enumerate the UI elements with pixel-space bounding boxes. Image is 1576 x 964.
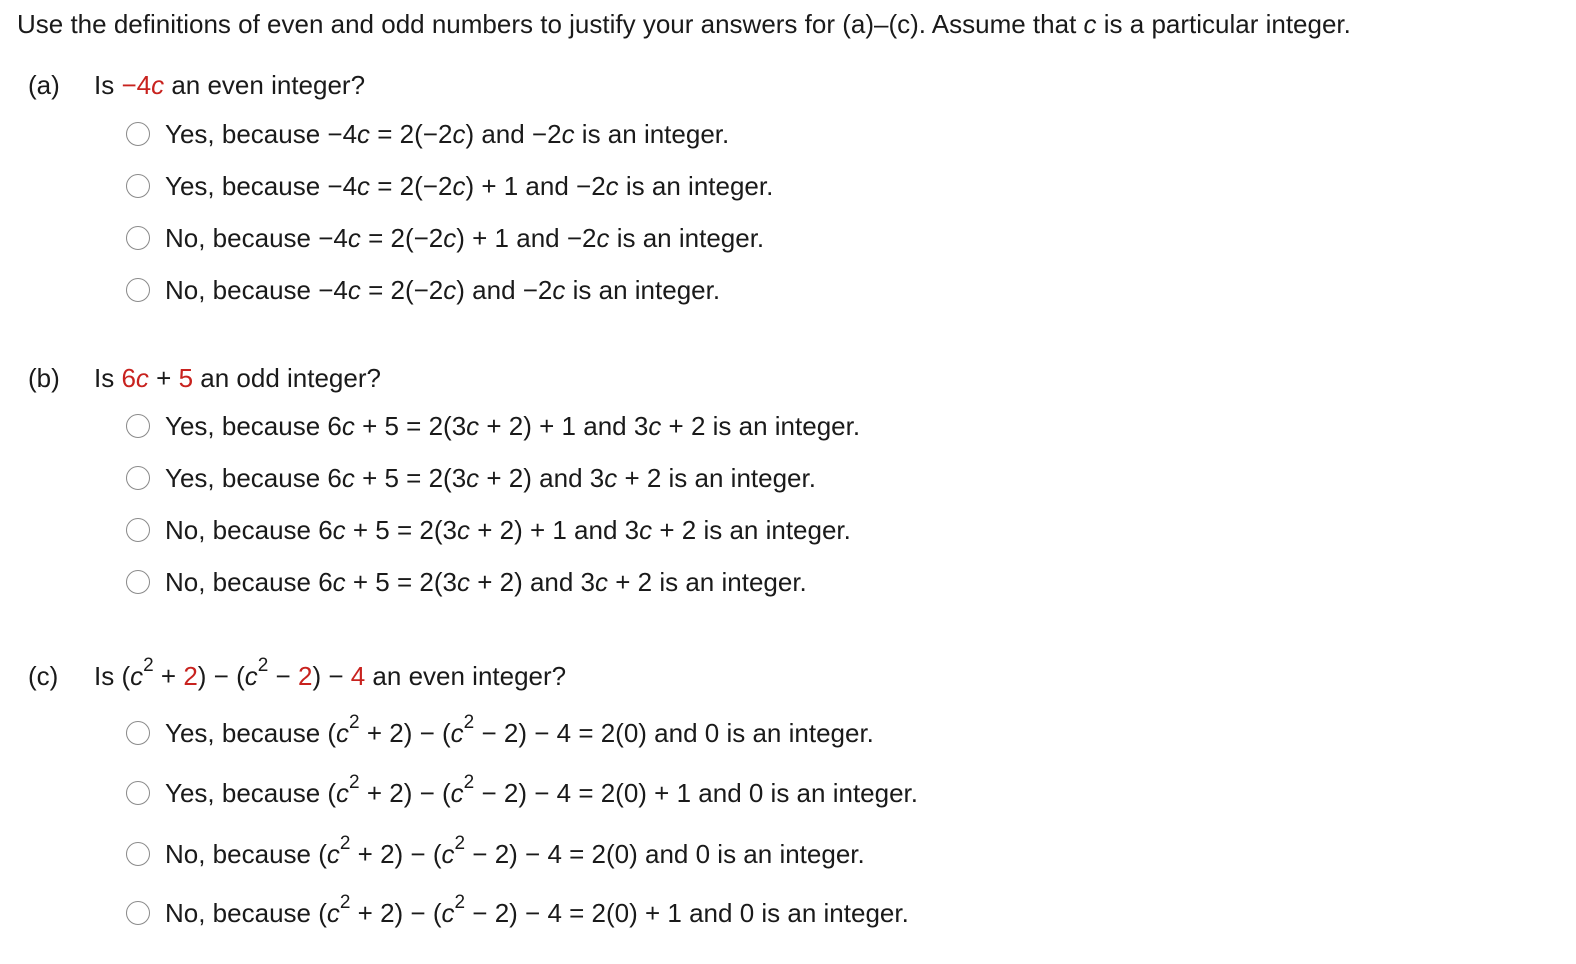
radio-button[interactable] (126, 174, 150, 198)
instructions: Use the definitions of even and odd numbers to justify your answers for (a)–(c). Assume that c is a particular integer. (17, 9, 1351, 39)
radio-button[interactable] (126, 570, 150, 594)
part-c-option-2[interactable] (126, 772, 918, 811)
part-a-option-2[interactable] (126, 168, 773, 204)
part-c-option-4[interactable] (126, 892, 909, 931)
option-label: Yes, because 6c + 5 = 2(3c + 2) and 3c + 2 is an integer. (165, 463, 816, 493)
radio-button[interactable] (126, 842, 150, 866)
part-a-option-1[interactable] (126, 116, 729, 152)
radio-button[interactable] (126, 518, 150, 542)
option-label: No, because 6c + 5 = 2(3c + 2) + 1 and 3c + 2 is an integer. (165, 515, 851, 545)
part-b-label: (b) (28, 363, 60, 393)
option-label: Yes, because −4c = 2(−2c) and −2c is an integer. (165, 119, 730, 149)
option-label: No, because −4c = 2(−2c) and −2c is an integer. (165, 275, 721, 305)
part-c-question: Is $(c^2 + 2) - (c^2 - 2) - 4$ an even integer? (94, 655, 567, 691)
radio-button[interactable] (126, 781, 150, 805)
part-b-option-3[interactable] (126, 512, 851, 548)
option-label: Yes, because 6c + 5 = 2(3c + 2) + 1 and 3c + 2 is an integer. (165, 411, 861, 441)
radio-button[interactable] (126, 226, 150, 250)
option-label: Yes, because $(c^2 + 2) - (c^2 - 2) - 4 = 2(0) + 1$ and 0 is an integer. (165, 772, 918, 808)
part-a-option-3[interactable] (126, 220, 764, 256)
part-c-label: (c) (28, 661, 59, 691)
part-a-question: Is −4c an even integer? (94, 70, 366, 100)
radio-button[interactable] (126, 466, 150, 490)
option-label: Yes, because $(c^2 + 2) - (c^2 - 2) - 4 = 2(0)$ and 0 is an integer. (165, 712, 874, 748)
option-label: No, because $(c^2 + 2) - (c^2 - 2) - 4 = 2(0) + 1$ and 0 is an integer. (165, 892, 909, 928)
radio-button[interactable] (126, 278, 150, 302)
radio-button[interactable] (126, 414, 150, 438)
radio-button[interactable] (126, 901, 150, 925)
part-a-label: (a) (28, 70, 60, 100)
option-label: No, because 6c + 5 = 2(3c + 2) and 3c + 2 is an integer. (165, 567, 807, 597)
part-b-option-1[interactable] (126, 408, 860, 444)
part-c-option-1[interactable] (126, 712, 874, 751)
option-label: No, because $(c^2 + 2) - (c^2 - 2) - 4 = 2(0)$ and 0 is an integer. (165, 833, 865, 869)
part-b-option-4[interactable] (126, 564, 807, 600)
radio-button[interactable] (126, 721, 150, 745)
part-b-question: Is 6c + 5 an odd integer? (94, 363, 381, 393)
part-c-option-3[interactable] (126, 833, 865, 872)
option-label: No, because −4c = 2(−2c) + 1 and −2c is an integer. (165, 223, 765, 253)
option-label: Yes, because −4c = 2(−2c) + 1 and −2c is an integer. (165, 171, 774, 201)
part-a-option-4[interactable] (126, 272, 720, 308)
part-b-option-2[interactable] (126, 460, 816, 496)
radio-button[interactable] (126, 122, 150, 146)
